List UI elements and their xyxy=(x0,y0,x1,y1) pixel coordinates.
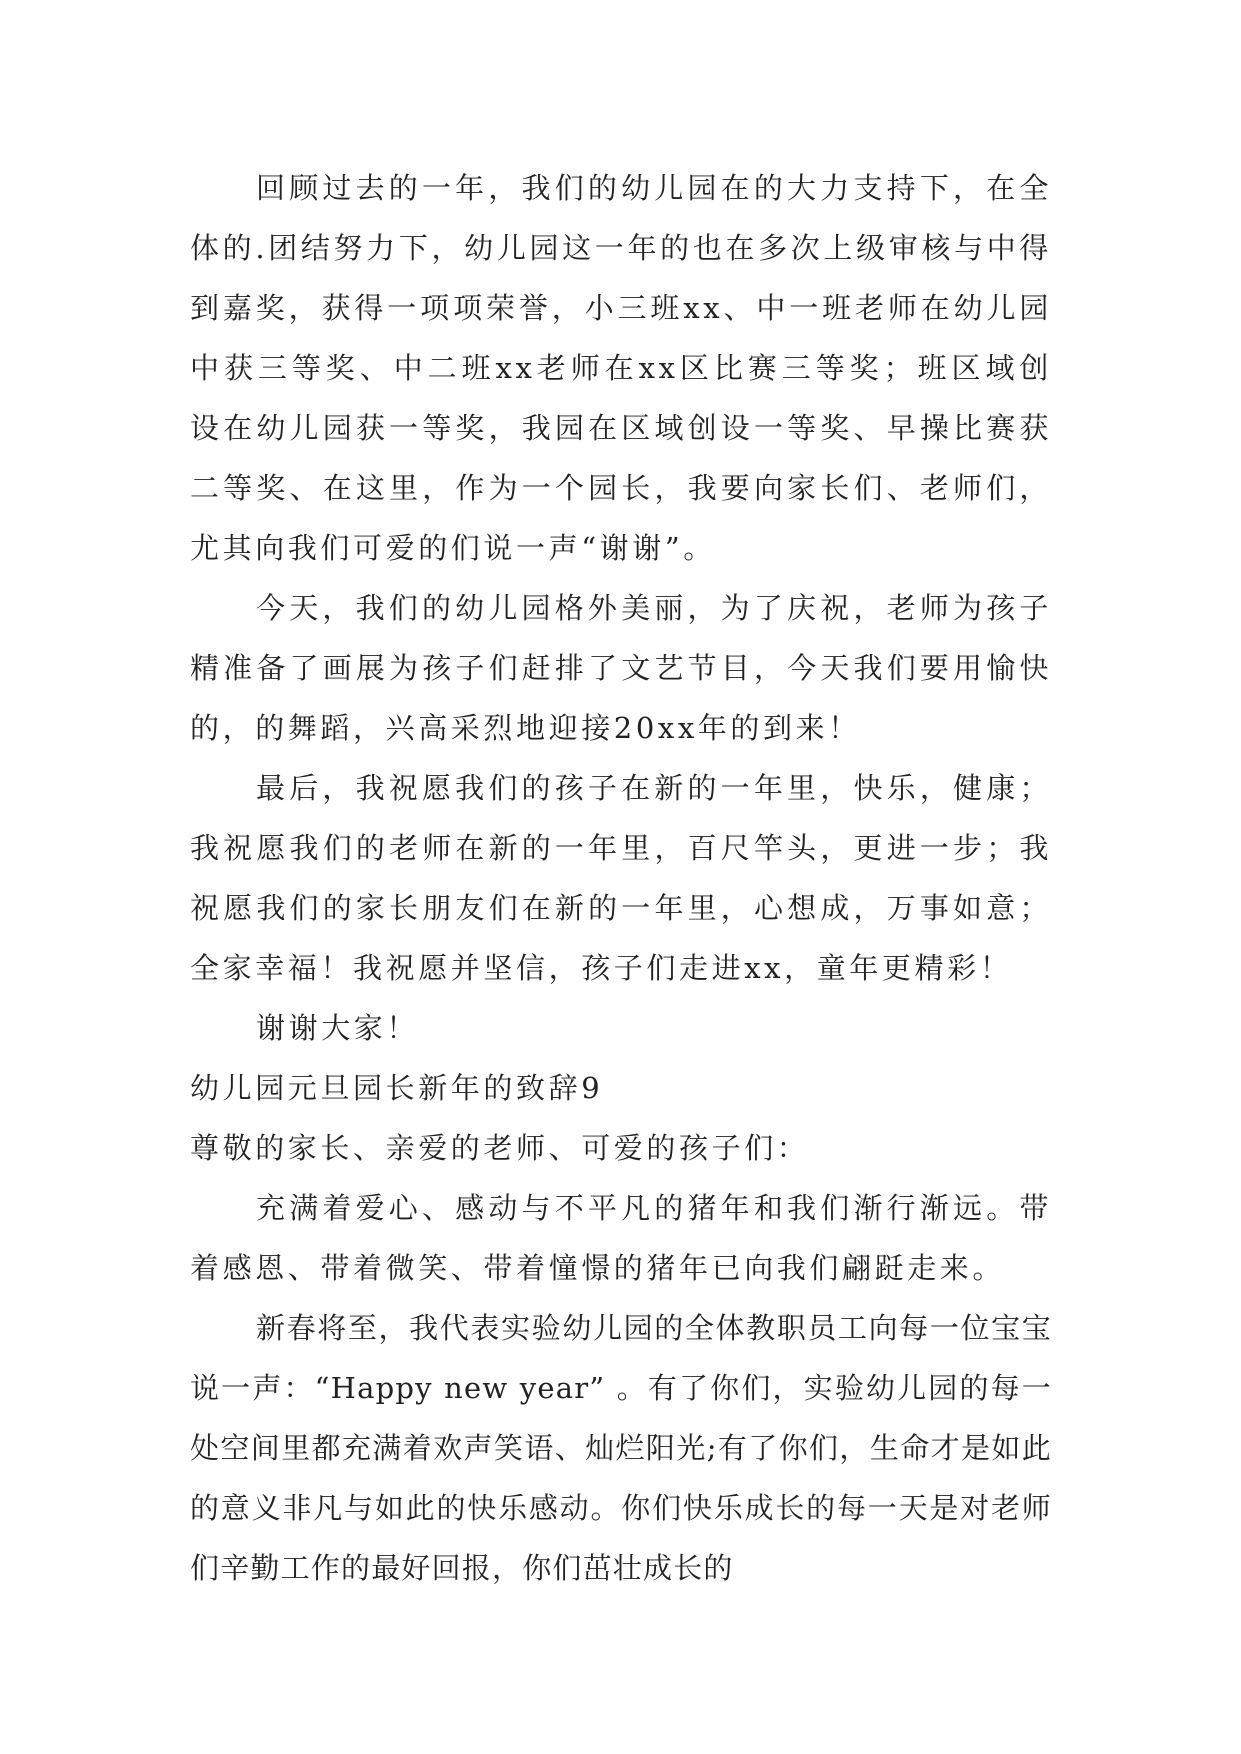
document-page xyxy=(190,158,1052,1598)
paragraph-today: 今天，我们的幼儿园格外美丽，为了庆祝，老师为孩子精准备了画展为孩子们赶排了文艺节目，今天我们要用愉快的，的舞蹈，兴高采烈地迎接20xx年的到来！ xyxy=(190,591,1052,745)
paragraph-new-year-greeting: 新春将至，我代表实验幼儿园的全体教职员工向每一位宝宝说一声：“Happy new year” 。有了你们，实验幼儿园的每一处空间里都充满着欢声笑语、灿烂阳光;有了你们，生命才是如此的意义非凡与如此的快乐感动。你们快乐成长的每一天是对老师们辛勤工作的最好回报，你们茁壮成长的 xyxy=(190,1311,1052,1585)
salutation: 尊敬的家长、亲爱的老师、可爱的孩子们： xyxy=(190,1131,810,1165)
section-title: 幼儿园元旦园长新年的致辞9 xyxy=(190,1071,604,1105)
paragraph-year-farewell: 充满着爱心、感动与不平凡的猪年和我们渐行渐远。带着感恩、带着微笑、带着憧憬的猪年已向我们翩跹走来。 xyxy=(190,1191,1052,1285)
paragraph-review: 回顾过去的一年，我们的幼儿园在的大力支持下，在全体的.团结努力下，幼儿园这一年的也在多次上级审核与中得到嘉奖，获得一项项荣誉，小三班xx、中一班老师在幼儿园中获三等奖、中二班xx老师在xx区比赛三等奖；班区域创设在幼儿园获一等奖，我园在区域创设一等奖、早操比赛获二等奖、在这里，作为一个园长，我要向家长们、老师们，尤其向我们可爱的们说一声“谢谢”。 xyxy=(190,171,1052,565)
paragraph-thanks: 谢谢大家！ xyxy=(256,1011,420,1045)
paragraph-wishes: 最后，我祝愿我们的孩子在新的一年里，快乐，健康；我祝愿我们的老师在新的一年里，百尺竿头，更进一步；我祝愿我们的家长朋友们在新的一年里，心想成，万事如意；全家幸福！我祝愿并坚信，孩子们走进xx，童年更精彩！ xyxy=(190,771,1052,985)
